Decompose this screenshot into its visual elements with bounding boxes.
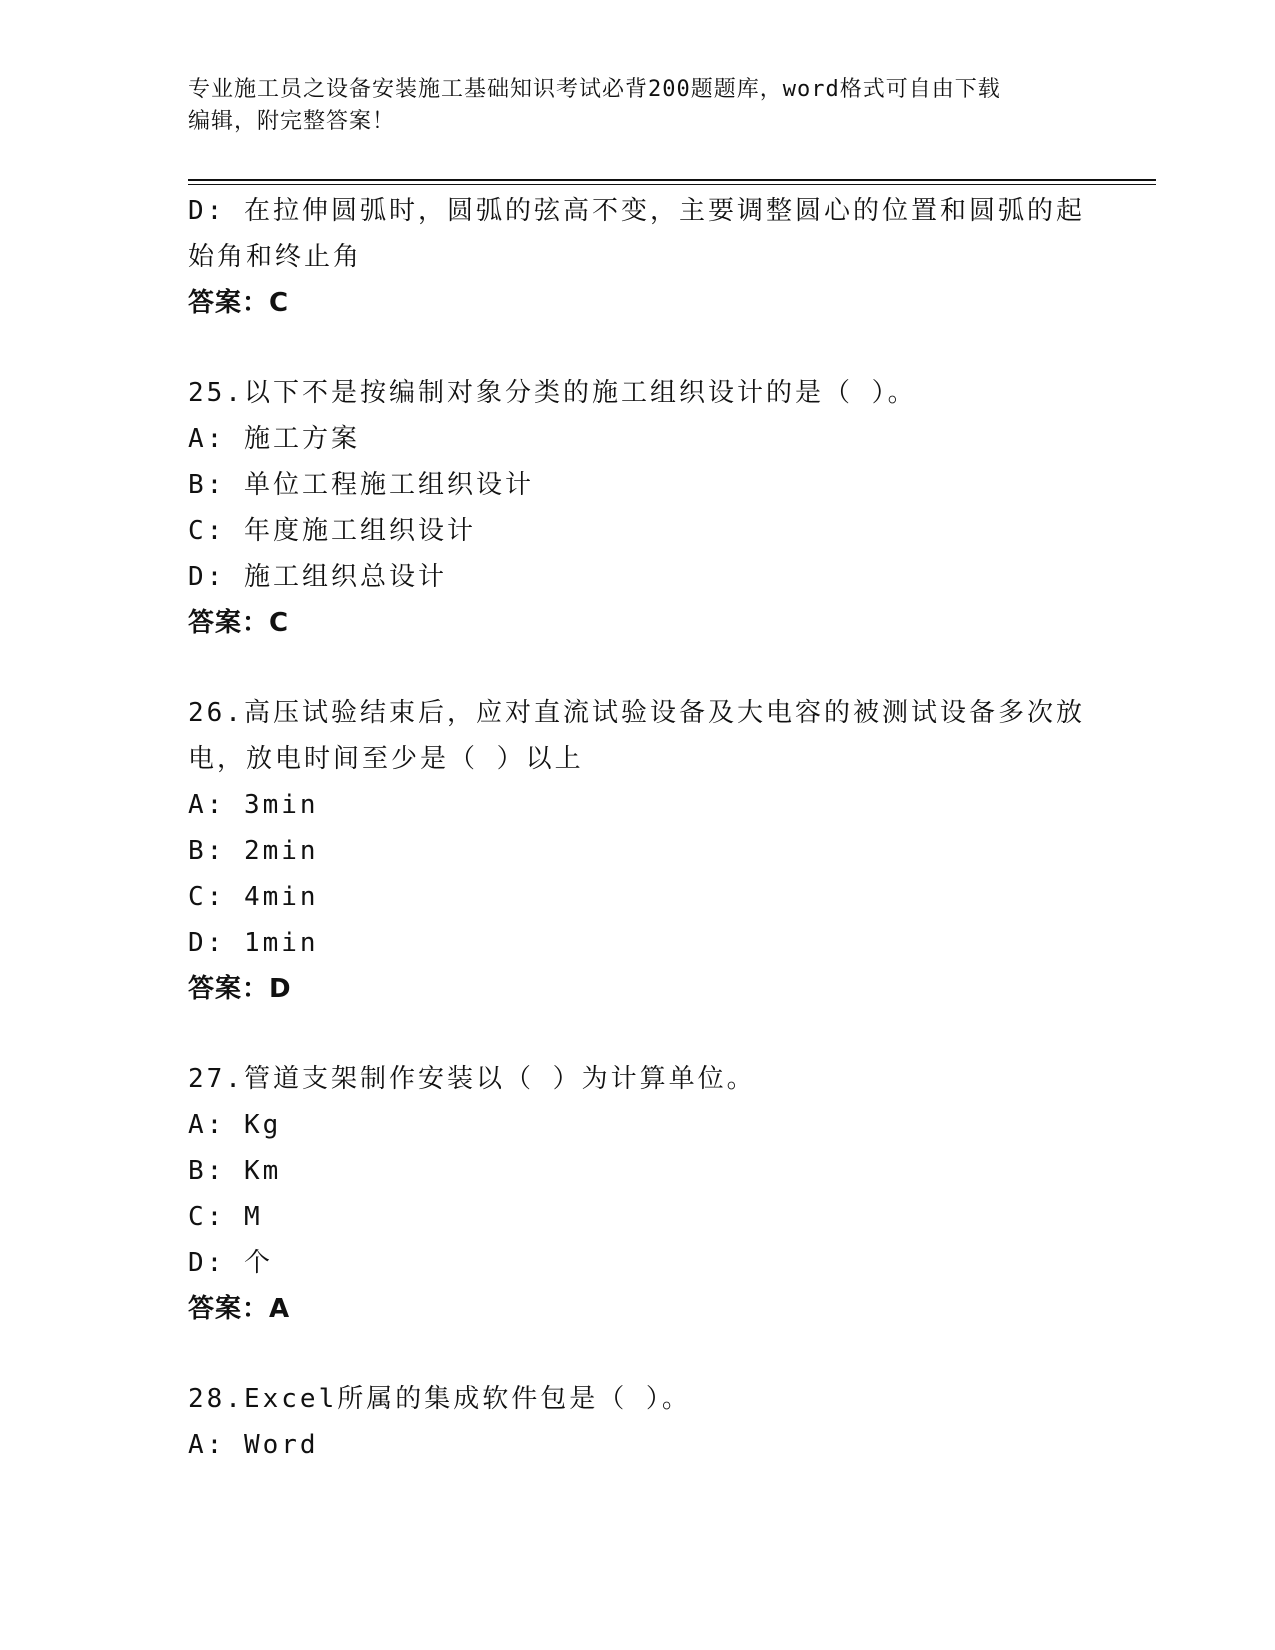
header-divider-thin (188, 184, 1156, 185)
question-stem-line-2: 电，放电时间至少是（ ）以上 (188, 744, 584, 774)
question-stem: 28.Excel所属的集成软件包是（ ）。 (188, 1384, 691, 1414)
question-stem-line-1: 26.高压试验结束后，应对直流试验设备及大电容的被测试设备多次放 (188, 698, 1085, 728)
option-a: A: 3min (188, 790, 319, 820)
option-c: C: 年度施工组织设计 (188, 516, 476, 546)
option-d-line-2: 始角和终止角 (188, 242, 363, 272)
document-header (188, 74, 1088, 138)
question-gap (188, 326, 1108, 370)
header-divider-thick (188, 179, 1156, 181)
question-list (188, 188, 1108, 1468)
option-c: C: 4min (188, 882, 319, 912)
answer-line: 答案：C (188, 608, 290, 638)
question-stem: 25.以下不是按编制对象分类的施工组织设计的是（ ）。 (188, 378, 917, 408)
answer-line: 答案：A (188, 1294, 291, 1324)
option-a: A: Kg (188, 1110, 282, 1140)
option-d-line-1: D: 在拉伸圆弧时，圆弧的弦高不变，主要调整圆心的位置和圆弧的起 (188, 196, 1085, 226)
question-24-continuation (188, 188, 1108, 326)
answer-line: 答案：D (188, 974, 292, 1004)
header-line-1: 专业施工员之设备安装施工基础知识考试必背200题题库，word格式可自由下载 (188, 77, 1001, 102)
question-28 (188, 1376, 1108, 1468)
question-gap (188, 1332, 1108, 1376)
question-stem: 27.管道支架制作安装以（ ）为计算单位。 (188, 1064, 756, 1094)
question-25 (188, 370, 1108, 646)
option-a: A: 施工方案 (188, 424, 360, 454)
option-b: B: 单位工程施工组织设计 (188, 470, 534, 500)
option-b: B: 2min (188, 836, 319, 866)
option-a: A: Word (188, 1430, 319, 1460)
answer-line: 答案：C (188, 288, 290, 318)
question-27 (188, 1056, 1108, 1332)
question-gap (188, 1012, 1108, 1056)
question-gap (188, 646, 1108, 690)
header-line-2: 编辑，附完整答案！ (188, 109, 396, 134)
option-d: D: 个 (188, 1248, 273, 1278)
option-d: D: 1min (188, 928, 319, 958)
option-b: B: Km (188, 1156, 282, 1186)
option-d: D: 施工组织总设计 (188, 562, 447, 592)
question-26 (188, 690, 1108, 1012)
option-c: C: M (188, 1202, 263, 1232)
